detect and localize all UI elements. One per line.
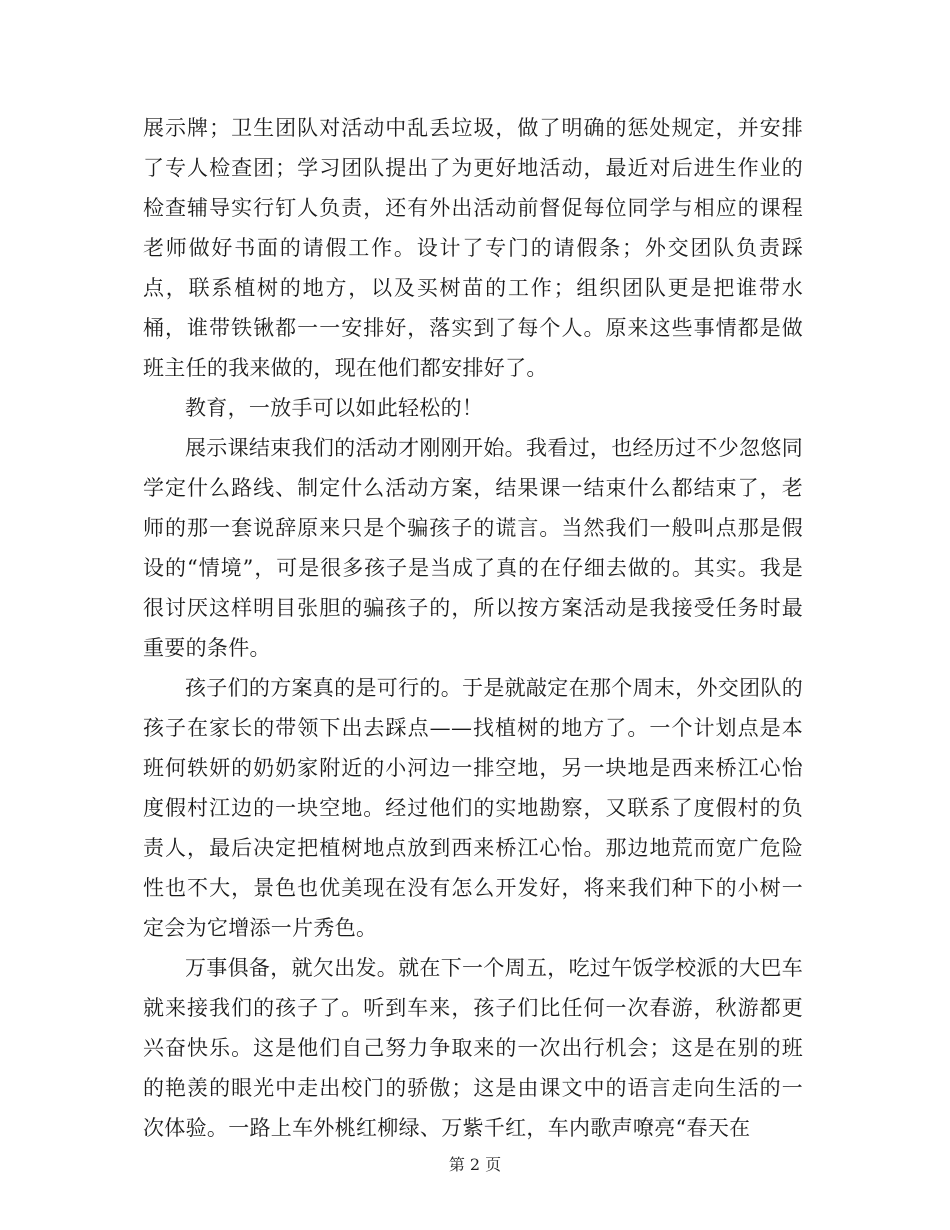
paragraph-4: 孩子们的方案真的是可行的。于是就敲定在那个周末，外交团队的孩子在家长的带领下出去踩点——找植树的地方了。一个计划点是本班何轶妍的奶奶家附近的小河边一排空地，另一块地是西来桥江心怡度假村江边的一块空地。经过他们的实地勘察，又联系了度假村的负责人，最后决定把植树地点放到西来桥江心怡。那边地荒而宽广危险性也不大，景色也优美现在没有怎么开发好，将来我们种下的小树一定会为它增添一片秀色。 — [143, 676, 803, 940]
paragraph-5: 万事俱备，就欠出发。就在下一个周五，吃过午饭学校派的大巴车就来接我们的孩子了。听到车来，孩子们比任何一次春游，秋游都更兴奋快乐。这是他们自己努力争取来的一次出行机会；这是在别的班的艳羡的眼光中走出校门的骄傲；这是由课文中的语言走向生活的一次体验。一路上车外桃红柳绿、万紫千红，车内歌声嘹亮“春天在 — [143, 956, 803, 1140]
document-body — [143, 108, 803, 1148]
paragraph-2: 教育，一放手可以如此轻松的！ — [185, 396, 484, 420]
paragraph-1: 展示牌；卫生团队对活动中乱丢垃圾，做了明确的惩处规定，并安排了专人检查团；学习团队提出了为更好地活动，最近对后进生作业的检查辅导实行钉人负责，还有外出活动前督促每位同学与相应的课程老师做好书面的请假工作。设计了专门的请假条；外交团队负责踩点，联系植树的地方，以及买树苗的工作；组织团队更是把谁带水桶，谁带铁锹都一一安排好，落实到了每个人。原来这些事情都是做班主任的我来做的，现在他们都安排好了。 — [143, 116, 803, 380]
paragraph-3: 展示课结束我们的活动才刚刚开始。我看过，也经历过不少忽悠同学定什么路线、制定什么活动方案，结果课一结束什么都结束了，老师的那一套说辞原来只是个骗孩子的谎言。当然我们一般叫点那是假设的“情境”，可是很多孩子是当成了真的在仔细去做的。其实。我是很讨厌这样明目张胆的骗孩子的，所以按方案活动是我接受任务时最重要的条件。 — [143, 436, 803, 660]
page-number: 第 2 页 — [448, 1155, 502, 1174]
